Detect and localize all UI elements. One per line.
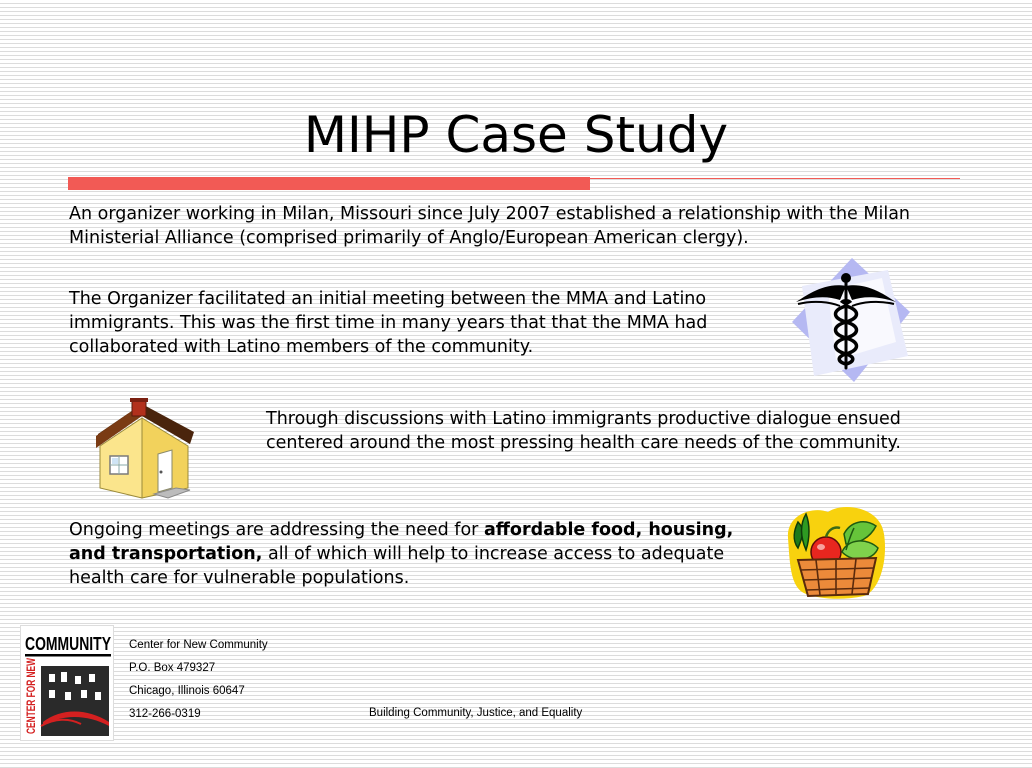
paragraph-ongoing-bold: affordable food, housing, and transportation, xyxy=(69,520,734,564)
caduceus-icon xyxy=(784,256,912,384)
logo-community-text: COMMUNITY xyxy=(25,634,111,654)
footer-phone: 312-266-0319 xyxy=(129,708,201,720)
paragraph-initial-meeting: The Organizer facilitated an initial meeting between the MMA and Latino immigrants. This was the first time in many years that that the MMA had collaborated with Latino members of the community. xyxy=(69,289,708,357)
footer-org-name: Center for New Community xyxy=(129,639,268,651)
footer-tagline: Building Community, Justice, and Equality xyxy=(369,707,583,719)
paragraph-ongoing-meetings xyxy=(69,518,759,590)
produce-basket-icon xyxy=(784,504,888,598)
slide-title: MIHP Case Study xyxy=(303,106,729,164)
paragraph-ongoing-tail: all of which will help to increase access to adequate health care for vulnerable populations. xyxy=(69,544,725,588)
title-underline-thick xyxy=(68,177,590,190)
center-for-new-community-logo xyxy=(20,625,114,741)
paragraph-organizer-relationship: An organizer working in Milan, Missouri since July 2007 established a relationship with the Milan Ministerial Alliance (comprised primarily of Anglo/European American clergy). xyxy=(69,204,911,248)
footer-city: Chicago, Illinois 60647 xyxy=(129,685,245,697)
house-icon xyxy=(92,392,196,504)
title-underline-thin xyxy=(590,178,960,179)
footer-po-box: P.O. Box 479327 xyxy=(129,662,216,674)
logo-center-text: CENTER FOR NEW xyxy=(26,629,38,734)
paragraph-dialogue: Through discussions with Latino immigrants productive dialogue ensued centered around the most pressing health care needs of the community. xyxy=(266,409,901,453)
paragraph-ongoing-lead: Ongoing meetings are addressing the need for xyxy=(69,520,484,540)
